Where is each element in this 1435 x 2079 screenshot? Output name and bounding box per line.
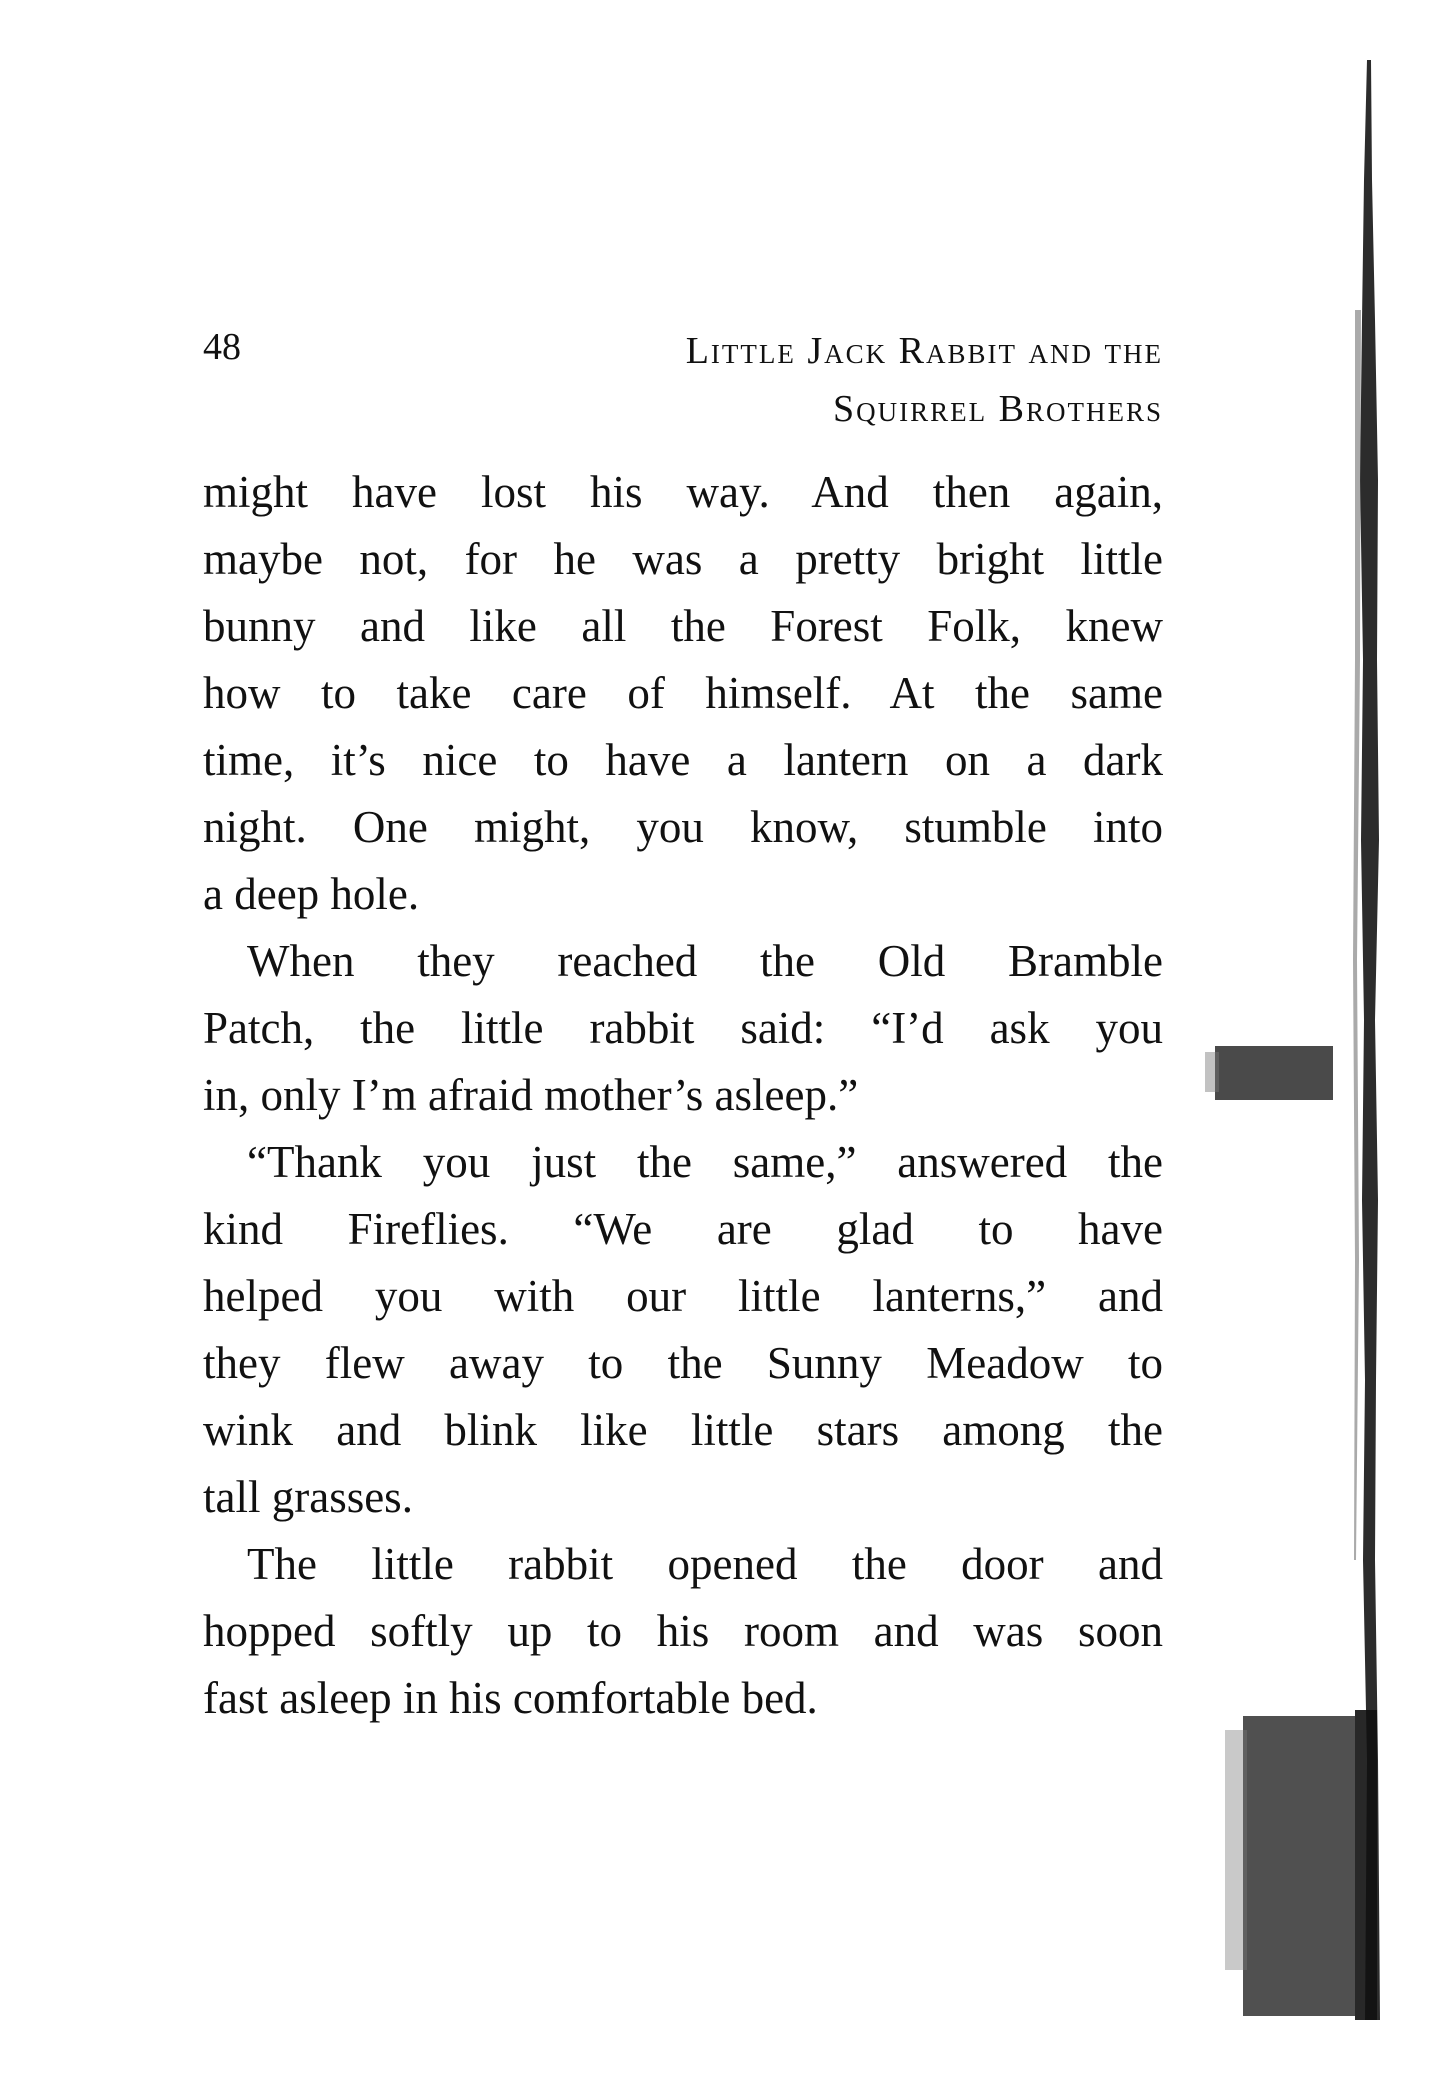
text-line: time, it’s nice to have a lantern on a dark: [203, 735, 1163, 785]
text-line: maybe not, for he was a pretty bright little: [203, 534, 1163, 584]
text-line: in, only I’m afraid mother’s asleep.”: [203, 1070, 859, 1120]
running-title-line-1: Little Jack Rabbit and the: [685, 330, 1163, 372]
text-line: tall grasses.: [203, 1472, 413, 1522]
text-line: night. One might, you know, stumble into: [203, 802, 1163, 852]
paragraph-3: [203, 1129, 1163, 1531]
paragraph-4: [203, 1531, 1163, 1732]
text-line: might have lost his way. And then again,: [203, 467, 1163, 517]
text-line: they flew away to the Sunny Meadow to: [203, 1338, 1163, 1388]
text-line: Patch, the little rabbit said: “I’d ask you: [203, 1003, 1163, 1053]
text-line: how to take care of himself. At the same: [203, 668, 1163, 718]
text-line: fast asleep in his comfortable bed.: [203, 1673, 818, 1723]
text-line: bunny and like all the Forest Folk, knew: [203, 601, 1163, 651]
text-line: wink and blink like little stars among the: [203, 1405, 1163, 1455]
text-line: “Thank you just the same,” answered the: [247, 1137, 1163, 1187]
text-line: a deep hole.: [203, 869, 420, 919]
text-line: kind Fireflies. “We are glad to have: [203, 1204, 1163, 1254]
paragraph-2: [203, 928, 1163, 1129]
paragraph-1: [203, 459, 1163, 928]
text-line: helped you with our little lanterns,” and: [203, 1271, 1163, 1321]
scan-smudge: [1225, 1710, 1385, 2020]
running-title-line-2: Squirrel Brothers: [833, 388, 1163, 430]
body-text: [203, 459, 1163, 1732]
scan-smudge: [1205, 1040, 1335, 1105]
page-number: 48: [203, 326, 241, 368]
text-line: hopped softly up to his room and was soon: [203, 1606, 1163, 1656]
text-line: The little rabbit opened the door and: [247, 1539, 1163, 1589]
running-title: [686, 322, 1163, 438]
text-line: When they reached the Old Bramble: [247, 936, 1163, 986]
